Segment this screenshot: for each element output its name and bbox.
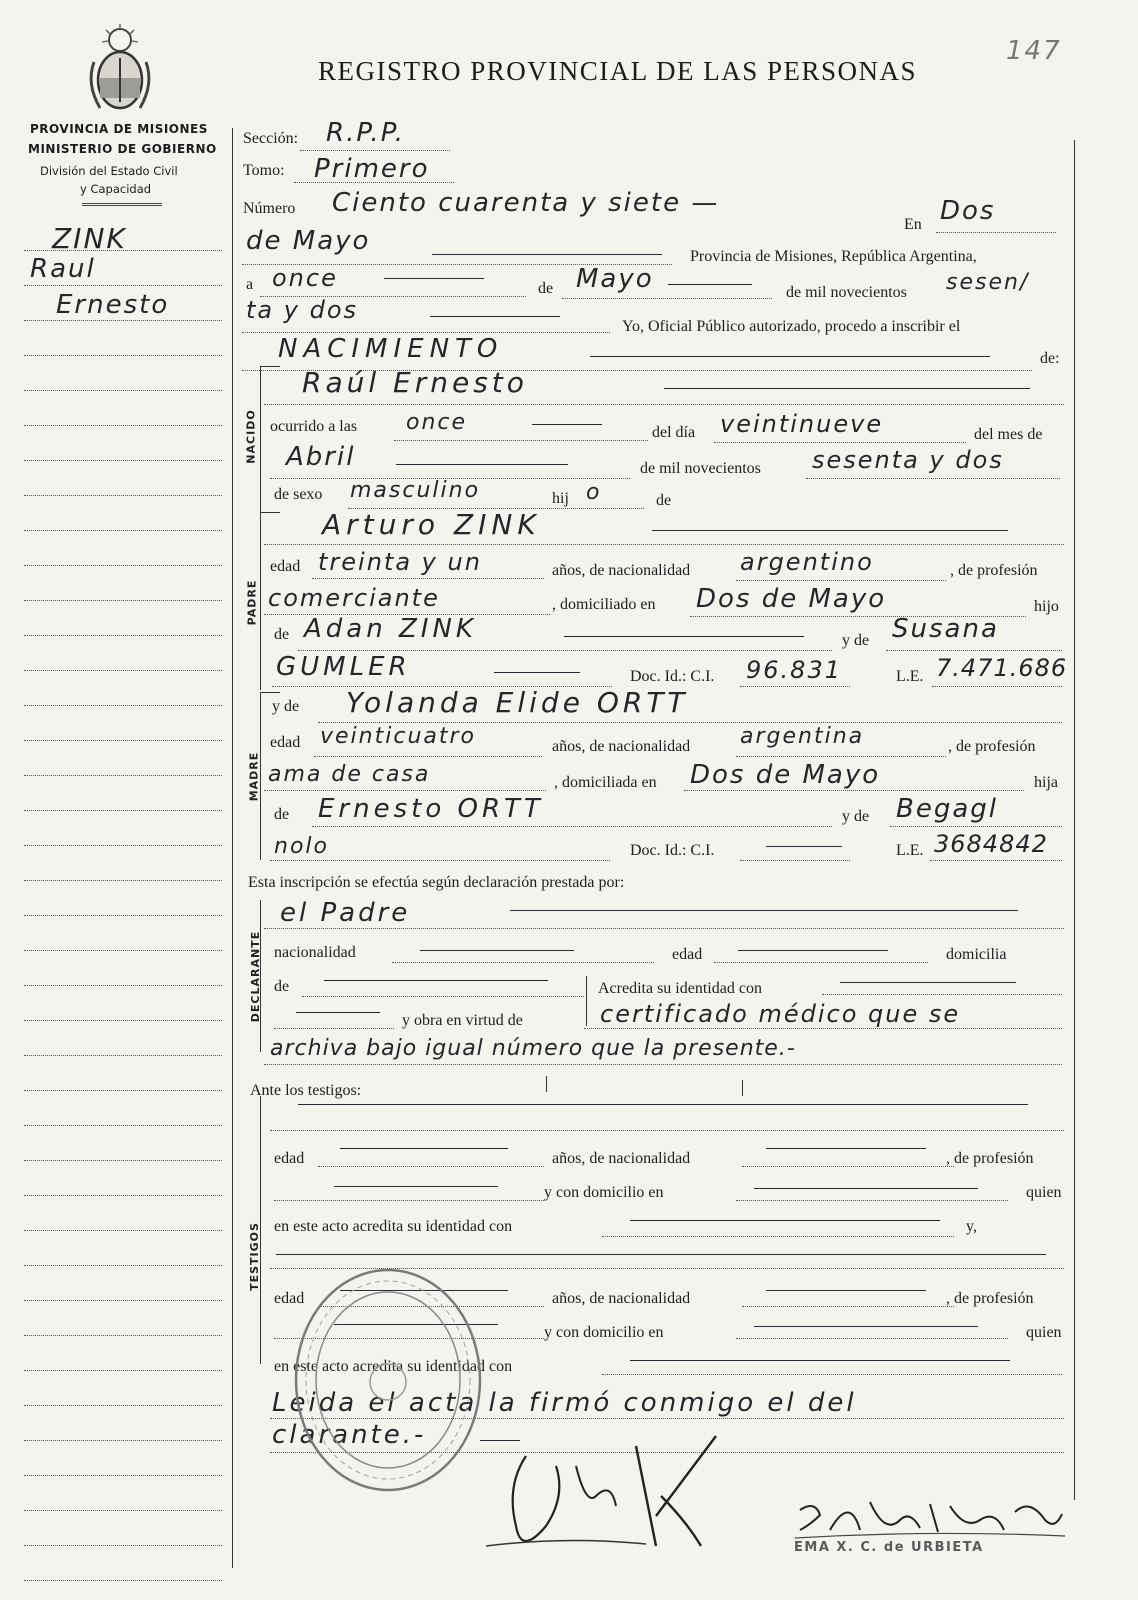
label-de-mes: de [538,280,554,297]
label-madre-edad: edad [270,734,301,751]
value-madre-padre: Ernesto ORTT [318,794,544,824]
page-number: 147 [1006,36,1062,66]
label-madre-prof: , de profesión [948,738,1036,755]
margin-rule [24,670,222,671]
margin-rule [24,810,222,811]
margin-rule [24,1475,222,1476]
org-division: División del Estado Civil [40,164,178,178]
label-t2-acredita: en este acto acredita su identidad con [274,1358,513,1375]
value-anio-b: ta y dos [246,296,358,324]
value-tomo: Primero [314,154,430,184]
official-name-stamp: EMA X. C. de URBIETA [794,1540,984,1555]
label-t1-acredita: en este acto acredita su identidad con [274,1218,513,1235]
margin-rule [24,1125,222,1126]
margin-rule [24,1160,222,1161]
value-declarante: el Padre [280,898,411,928]
form-right-border [1074,140,1075,1500]
margin-rule [24,390,222,391]
label-padre-de: de [274,626,290,643]
value-madre-nac: argentina [740,724,865,749]
value-virtud-cont: archiva bajo igual número que la presente.- [270,1036,796,1061]
side-label-nacido: NACIDO [244,409,258,464]
label-madre-de: de [274,806,290,823]
value-seccion: R.P.P. [326,118,406,148]
value-madre-madre-cont: nolo [274,834,329,859]
label-madre-dom: , domiciliada en [554,774,657,791]
label-padre-edad: edad [270,558,301,575]
label-provincia: Provincia de Misiones, República Argentina, [690,248,977,265]
margin-rule [24,1370,222,1371]
margin-rule [24,495,222,496]
label-decl-domicilia: domicilia [946,946,1007,963]
margin-rule [24,880,222,881]
side-label-testigos: TESTIGOS [247,1222,261,1291]
margin-rule [24,1335,222,1336]
value-padre-padre: Adan ZINK [304,614,477,644]
margin-rule [24,355,222,356]
label-en: En [904,216,922,233]
margin-rule [24,1440,222,1441]
margin-rule [24,1265,222,1266]
value-padre-dom: Dos de Mayo [696,584,887,614]
value-padre-nac: argentino [740,548,874,576]
label-t1-nac: años, de nacionalidad [552,1150,691,1167]
label-madre-le: L.E. [896,842,924,859]
value-hora: once [406,410,468,435]
padre-bracket [260,512,261,690]
value-acto: NACIMIENTO [278,334,504,364]
margin-rule [24,845,222,846]
label-a: a [246,276,254,293]
margin-rule [24,425,222,426]
margin-rule [24,1230,222,1231]
margin-rule [24,740,222,741]
side-label-madre: MADRE [247,751,261,802]
margin-rule [24,775,222,776]
value-madre-dom: Dos de Mayo [690,760,881,790]
value-madre-edad: veinticuatro [320,724,476,749]
label-t2-prof: , de profesión [946,1290,1034,1307]
label-inscripcion: Esta inscripción se efectúa según declaración prestada por: [248,874,625,891]
margin-surname: ZINK [52,222,127,255]
label-t2-quien: quien [1026,1324,1062,1341]
org-province: PROVINCIA DE MISIONES [30,122,208,136]
value-hij: o [586,480,602,505]
label-obra: y obra en virtud de [402,1012,523,1029]
label-de-mil-nac: de mil novecientos [640,460,761,477]
margin-rule [24,635,222,636]
margin-rule [24,1545,222,1546]
value-padre-le: 7.471.686 [936,654,1068,682]
label-padre-le: L.E. [896,668,924,685]
value-padre-edad: treinta y un [318,548,482,576]
nacido-bracket [260,366,261,514]
label-t1-quien: quien [1026,1184,1062,1201]
label-del-dia: del día [652,424,696,441]
margin-rule [24,915,222,916]
value-virtud: certificado médico que se [600,1000,961,1028]
label-decl-edad: edad [672,946,703,963]
value-numero: Ciento cuarenta y siete — [332,188,720,218]
margin-rule [24,530,222,531]
value-nombre: Raúl Ernesto [302,366,528,399]
value-padre-nombre: Arturo ZINK [322,508,541,541]
label-yo-oficial: Yo, Oficial Público autorizado, procedo a inscribir el [622,318,961,335]
value-padre-madre: Susana [892,614,999,644]
label-hij: hij [552,490,569,507]
value-en: Dos [940,196,996,226]
margin-rule [24,1055,222,1056]
value-anio-nac: sesenta y dos [812,446,1004,474]
label-madre-nac: años, de nacionalidad [552,738,691,755]
value-en-cont: de Mayo [246,226,371,256]
label-de-mil: de mil novecientos [786,284,907,301]
label-padre-doc: Doc. Id.: C.I. [630,668,715,685]
signature-declarante [486,1426,786,1576]
official-seal-stamp [290,1262,486,1498]
label-t1-prof: , de profesión [946,1150,1034,1167]
margin-rule [24,985,222,986]
margin-rule [24,705,222,706]
margin-rule [24,1510,222,1511]
value-cierre-2: clarante.- [272,1420,427,1450]
margin-middle-name: Ernesto [56,290,170,320]
label-madre-y-de: y de [272,698,300,715]
margin-rule [24,1195,222,1196]
label-ante: Ante los testigos: [250,1082,362,1099]
label-seccion: Sección: [243,130,299,147]
margin-rule [24,1405,222,1406]
value-dia: once [272,264,338,292]
value-padre-prof: comerciante [268,584,440,612]
value-cierre-1: Leida el acta la firmó conmigo el del [272,1388,857,1418]
value-mes-nac: Abril [286,442,356,472]
label-padre-dom: , domiciliado en [552,596,656,613]
margin-rule [24,1580,222,1581]
value-dia-nac: veintinueve [720,410,884,438]
org-ministry: MINISTERIO DE GOBIERNO [28,142,217,156]
label-decl-nac: nacionalidad [274,944,356,961]
margin-rule [24,320,222,321]
margin-first-name: Raul [30,254,96,284]
label-t1-dom: y con domicilio en [544,1184,664,1201]
margin-rule [24,460,222,461]
value-sexo: masculino [350,478,481,503]
label-tomo: Tomo: [243,162,285,179]
margin-rule [24,565,222,566]
org-divider [82,203,162,206]
org-capacity: y Capacidad [80,182,152,196]
value-madre-nombre: Yolanda Elide ORTT [346,686,689,719]
label-t1-y: y, [966,1218,977,1235]
label-t2-edad: edad [274,1290,305,1307]
label-t2-dom: y con domicilio en [544,1324,664,1341]
page-title: REGISTRO PROVINCIAL DE LAS PERSONAS [318,56,918,86]
value-padre-madre-cont: GUMLER [276,652,411,682]
label-padre-prof: , de profesión [950,562,1038,579]
national-coat-of-arms-icon [82,22,158,114]
label-del-mes: del mes de [974,426,1043,443]
label-acredita: Acredita su identidad con [598,980,762,997]
label-t2-nac: años, de nacionalidad [552,1290,691,1307]
value-padre-ci: 96.831 [746,656,842,684]
label-t1-edad: edad [274,1150,305,1167]
label-madre-doc: Doc. Id.: C.I. [630,842,715,859]
margin-rule [24,950,222,951]
label-ocurrido: ocurrido a las [270,418,358,435]
value-anio-a: sesen/ [946,270,1030,295]
side-label-declarante: DECLARANTE [249,930,263,1023]
value-madre-madre: Begagl [896,794,998,824]
value-madre-le: 3684842 [934,830,1048,858]
label-padre-nac: años, de nacionalidad [552,562,691,579]
label-numero: Número [243,200,296,217]
margin-rule [24,600,222,601]
form-left-border [232,128,233,1568]
label-padre-hijo: hijo [1034,598,1059,615]
label-madre-hija: hija [1034,774,1058,791]
margin-rule [24,1300,222,1301]
label-de-colon: de: [1040,350,1060,367]
side-label-padre: PADRE [245,579,259,626]
margin-rule [24,1090,222,1091]
value-mes: Mayo [576,264,654,294]
label-de-padre: de [656,492,672,509]
label-sexo: de sexo [274,486,323,503]
value-madre-prof: ama de casa [268,762,431,787]
label-decl-en: de [274,978,290,995]
label-madre-y-de-2: y de [842,808,870,825]
margin-rule [24,1020,222,1021]
margin-rule [24,285,222,286]
label-padre-y-de: y de [842,632,870,649]
